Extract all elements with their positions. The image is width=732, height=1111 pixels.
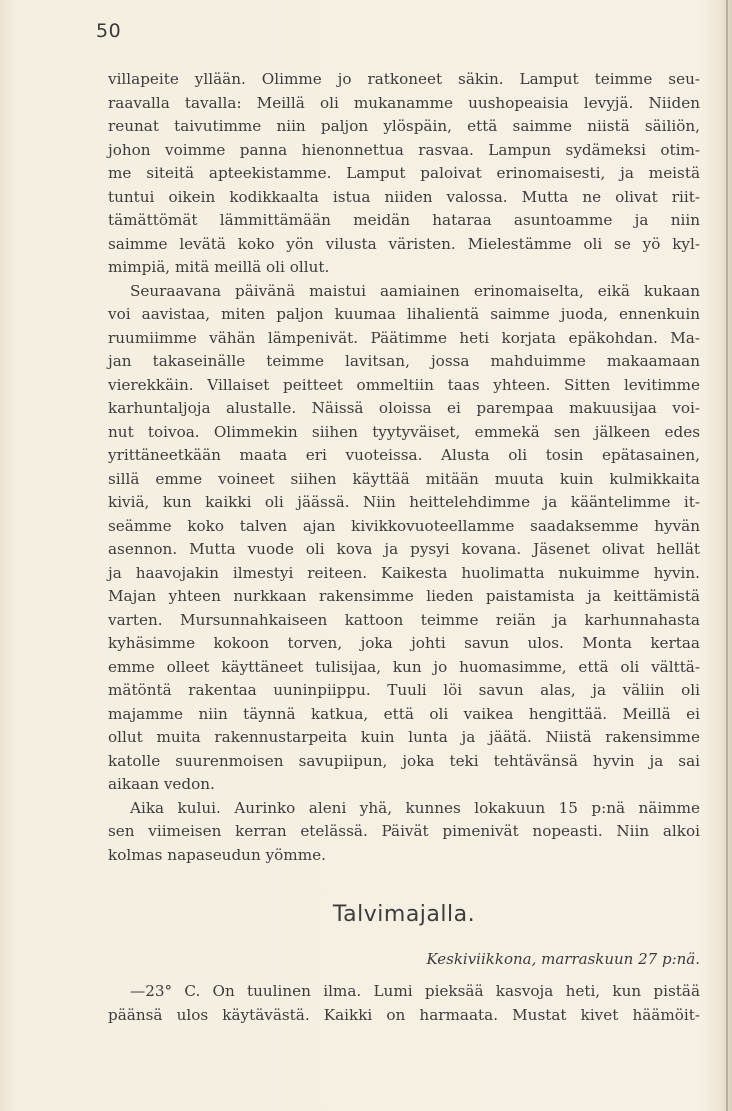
section-date: Keskiviikkona, marraskuun 27 p:nä.: [426, 950, 700, 968]
text-line: sen viimeisen kerran etelässä. Päivät pimenivät nopeasti. Niin alkoi: [108, 822, 700, 840]
text-line: kiviä, kun kaikki oli jäässä. Niin heittelehdimme ja kääntelimme it-: [108, 493, 700, 511]
text-line: jan takaseinälle teimme lavitsan, jossa mahduimme makaamaan: [108, 352, 700, 370]
text-line: me siteitä apteekistamme. Lamput paloivat erinomaisesti, ja meistä: [108, 164, 700, 182]
text-line: Aika kului. Aurinko aleni yhä, kunnes lokakuun 15 p:nä näimme: [130, 798, 700, 817]
text-line: päänsä ulos käytävästä. Kaikki on harmaata. Mustat kivet häämöit-: [108, 1005, 700, 1024]
page-edge-divider: [726, 0, 728, 1111]
text-line: Majan yhteen nurkkaan rakensimme lieden paistamista ja keittämistä: [108, 587, 700, 605]
text-line: majamme niin täynnä katkua, että oli vaikea hengittää. Meillä ei: [108, 704, 700, 723]
text-line: katolle suurenmoisen savupiipun, joka teki tehtävänsä hyvin ja sai: [108, 751, 700, 770]
text-line: tämättömät lämmittämään meidän hataraa asuntoamme ja niin: [108, 211, 700, 229]
text-line: mimpiä, mitä meillä oli ollut.: [108, 258, 330, 276]
text-line: reunat taivutimme niin paljon ylöspäin, että saimme niistä säiliön,: [108, 117, 700, 135]
text-line: tuntui oikein kodikkaalta istua niiden valossa. Mutta ne olivat riit-: [108, 187, 700, 206]
section-text: [108, 980, 700, 1027]
section-heading: Talvimajalla.: [332, 902, 476, 927]
text-line: mätöntä rakentaa uuninpiippu. Tuuli löi savun alas, ja väliin oli: [108, 681, 700, 699]
text-line: voi aavistaa, miten paljon kuumaa lihalientä saimme juoda, ennenkuin: [108, 305, 700, 323]
text-line: karhuntaljoja alustalle. Näissä oloissa ei parempaa makuusijaa voi-: [108, 399, 700, 417]
text-line: varten. Mursunnahkaiseen kattoon teimme reiän ja karhunnahasta: [108, 610, 700, 629]
text-line: nut toivoa. Olimmekin siihen tyytyväiset, emmekä sen jälkeen edes: [108, 422, 700, 441]
text-line: villapeite yllään. Olimme jo ratkoneet säkin. Lamput teimme seu-: [108, 70, 700, 88]
text-line: ollut muita rakennustarpeita kuin lunta ja jäätä. Niistä rakensimme: [108, 728, 700, 746]
page-number: 50: [96, 20, 122, 42]
text-line: Seuraavana päivänä maistui aamiainen erinomaiselta, eikä kukaan: [130, 281, 700, 300]
text-line: raavalla tavalla: Meillä oli mukanamme uushopeaisia levyjä. Niiden: [108, 93, 700, 112]
body-text: [108, 68, 700, 867]
text-line: ruumiimme vähän lämpenivät. Päätimme heti korjata epäkohdan. Ma-: [108, 328, 700, 347]
text-line: sillä emme voineet siihen käyttää mitään muuta kuin kulmikkaita: [108, 469, 700, 488]
text-line: yrittäneetkään maata eri vuoteissa. Alusta oli tosin epätasainen,: [108, 446, 700, 464]
text-line: saimme levätä koko yön vilusta väristen. Mielestämme oli se yö kyl-: [108, 234, 700, 253]
text-line: asennon. Mutta vuode oli kova ja pysyi kovana. Jäsenet olivat hellät: [108, 540, 700, 558]
text-line: kyhäsimme kokoon torven, joka johti savun ulos. Monta kertaa: [108, 634, 700, 652]
text-line: seämme koko talven ajan kivikkovuoteellamme saadaksemme hyvän: [108, 516, 700, 535]
text-line: johon voimme panna hienonnettua rasvaa. Lampun sydämeksi otim-: [108, 140, 700, 159]
text-line: vierekkäin. Villaiset peitteet ommeltiin taas yhteen. Sitten levitimme: [108, 375, 700, 394]
text-line: —23° C. On tuulinen ilma. Lumi pieksää kasvoja heti, kun pistää: [130, 982, 700, 1000]
text-line: aikaan vedon.: [108, 775, 215, 793]
text-line: emme olleet käyttäneet tulisijaa, kun jo huomasimme, että oli välttä-: [108, 657, 700, 676]
text-line: kolmas napaseudun yömme.: [108, 845, 326, 864]
text-line: ja haavojakin ilmestyi reiteen. Kaikesta huolimatta nukuimme hyvin.: [108, 563, 700, 582]
